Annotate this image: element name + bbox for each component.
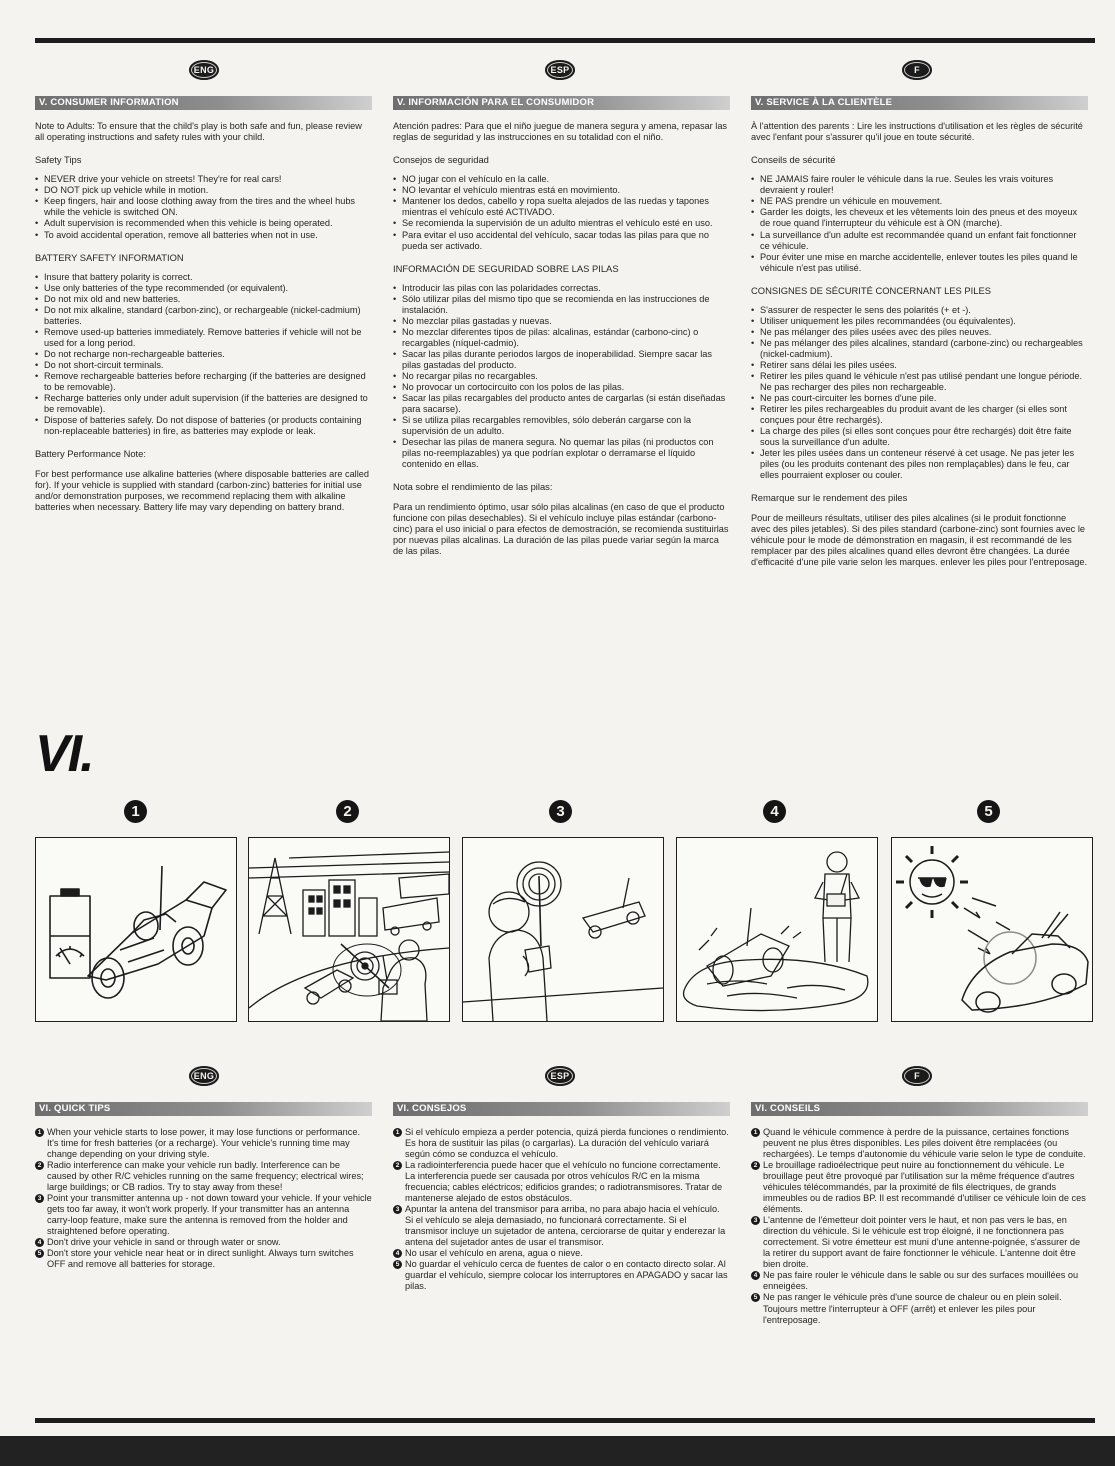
tips-list — [751, 1127, 1088, 1326]
list-item: • Retirer les piles rechargeables du produit avant de les charger (si elles sont conçues pour être rechargés). — [751, 404, 1088, 426]
list-item — [751, 1215, 1088, 1270]
performance-title: Nota sobre el rendimiento de las pilas: — [393, 481, 553, 493]
list-item — [393, 1160, 730, 1204]
list-item: • Mantener los dedos, cabello y ropa suelta alejados de las ruedas y tapones mientras el vehículo esté ACTIVADO. — [393, 196, 730, 218]
tip-text: Ne pas faire rouler le véhicule dans le sable ou sur des surfaces mouillées ou enneigées. — [763, 1270, 1079, 1292]
sun-heat-icon — [892, 838, 1092, 1021]
section-header: V. SERVICE À LA CLIENTÈLE — [751, 96, 1088, 110]
list-item — [35, 1248, 372, 1270]
battery-title: CONSIGNES DE SÉCURITÉ CONCERNANT LES PILES — [751, 284, 991, 296]
performance-text: Pour de meilleurs résultats, utiliser des piles alcalines (si le produit fonctionne avec des piles jetables). Si des piles standard (carbone-zinc) sont fournies avec le véhicule pour le mode de démonstration en magasin, il est recommandé de les remplacer par des piles alcalines quand elles devront être changées. La durée d'efficacité d'une pile varie selon les marques. enlever les piles pour l'entreposage. — [751, 512, 1088, 567]
list-item: • S'assurer de respecter le sens des polarités (+ et -). — [751, 305, 1088, 316]
language-badge-fr: F — [902, 1066, 932, 1086]
performance-text: For best performance use alkaline batteries (where disposable batteries are called for). If your vehicle is supplied with standard (carbon-zinc) batteries for initial use and/or demonstration purposes, we recommend replacing them with alkaline batteries when necessary. Battery life may vary depending on battery brand. — [35, 468, 369, 512]
tip-number: 2 — [393, 1161, 402, 1170]
safety-title: Consejos de seguridad — [393, 154, 489, 166]
tip-number: 4 — [35, 1238, 44, 1247]
tip-text: Le brouillage radioélectrique peut nuire au fonctionnement du véhicule. Le brouillage peut être provoqué par l'utilisation sur la même fréquence d'autres véhicules télécommandés, par la proximité de fils électriques, de grands immeubles ou de radios BP. Il est recommandé d'utiliser ce véhicule loin de ces éléments. — [763, 1160, 1086, 1215]
list-item: • Ne pas mélanger des piles usées avec des piles neuves. — [751, 327, 1088, 338]
list-item: • No recargar pilas no recargables. — [393, 371, 730, 382]
battery-list — [751, 305, 1088, 482]
list-item: • NO jugar con el vehículo en la calle. — [393, 174, 730, 185]
tip-text: Radio interference can make your vehicle run badly. Interference can be caused by other R/C vehicles running on the same frequency; electrical wires; large buildings; or CB radios. Try to stay away from these! — [47, 1160, 364, 1193]
illustration-sand-water — [676, 837, 878, 1022]
tip-text: Don't drive your vehicle in sand or through water or snow. — [47, 1237, 281, 1248]
list-item — [35, 1160, 372, 1193]
list-item: • Retirer sans délai les piles usées. — [751, 360, 1088, 371]
step-number-2: 2 — [336, 800, 359, 823]
list-item: • Remove rechargeable batteries before recharging (if the batteries are designed to be removable). — [35, 371, 372, 393]
list-item — [393, 1204, 730, 1248]
illustration-antenna — [462, 837, 664, 1022]
list-item: • La surveillance d'un adulte est recommandée quand un enfant fait fonctionner ce véhicule. — [751, 230, 1088, 252]
tip-text: Apuntar la antena del transmisor para arriba, no para abajo hacia el vehículo. Si el vehículo se aleja demasiado, no funcionará correctamente. Si el transmisor incluye un sujetador de antena, cerciorarse de quitar y enderezar la antena del sujetador antes de usar el transmisor. — [405, 1204, 726, 1248]
intro-text: Note to Adults: To ensure that the child's play is both safe and fun, please review all operating instructions and safety rules with your child. — [35, 121, 362, 143]
list-item: • Sacar las pilas durante periodos largos de inoperabilidad. Siempre sacar las pilas gastadas del producto. — [393, 349, 730, 371]
list-item: • Si se utiliza pilas recargables removibles, sólo deberán cargarse con la supervisión de un adulto. — [393, 415, 730, 437]
consumer-info-eng — [35, 96, 372, 513]
language-badge-fr: F — [902, 60, 932, 80]
list-item: • Use only batteries of the type recommended (or equivalent). — [35, 283, 372, 294]
list-item: • Introducir las pilas con las polaridades correctas. — [393, 283, 730, 294]
safety-title: Safety Tips — [35, 154, 82, 166]
list-item — [393, 1248, 730, 1259]
list-item: • Ne pas court-circuiter les bornes d'une pile. — [751, 393, 1088, 404]
tip-number: 1 — [393, 1128, 402, 1137]
list-item: • Do not mix alkaline, standard (carbon-zinc), or rechargeable (nickel-cadmium) batteries. — [35, 305, 372, 327]
battery-list — [393, 283, 730, 471]
tip-number: 2 — [35, 1161, 44, 1170]
list-item: • Remove used-up batteries immediately. Remove batteries if vehicle will not be used for a long period. — [35, 327, 372, 349]
bottom-band — [0, 1436, 1115, 1466]
section-header: V. CONSUMER INFORMATION — [35, 96, 372, 110]
city-interference-icon — [249, 838, 449, 1021]
tip-text: No guardar el vehículo cerca de fuentes de calor o en contacto directo solar. Al guardar el vehículo, siempre colocar los interruptores en APAGADO y sacar las pilas. — [405, 1259, 728, 1292]
list-item: • La charge des piles (si elles sont conçues pour être rechargés) doit être faite sous la surveillance d'un adulte. — [751, 426, 1088, 448]
tip-number: 4 — [393, 1249, 402, 1258]
tip-text: Ne pas ranger le véhicule près d'une source de chaleur ou en plein soleil. Toujours mettre l'interrupteur à OFF (arrêt) et enlever les piles pour l'entreposage. — [763, 1292, 1062, 1325]
top-rule — [35, 38, 1095, 43]
quick-tips-eng — [35, 1102, 372, 1270]
illustration-low-battery — [35, 837, 237, 1022]
section-header: VI. QUICK TIPS — [35, 1102, 372, 1116]
performance-title: Battery Performance Note: — [35, 448, 146, 460]
tip-number: 3 — [751, 1216, 760, 1225]
antenna-up-icon — [463, 838, 663, 1021]
list-item: • Insure that battery polarity is correct. — [35, 272, 372, 283]
list-item: • No mezclar pilas gastadas y nuevas. — [393, 316, 730, 327]
list-item: • NE PAS prendre un véhicule en mouvement. — [751, 196, 1088, 207]
bottom-rule — [35, 1418, 1095, 1423]
list-item: • DO NOT pick up vehicle while in motion. — [35, 185, 372, 196]
list-item: • Adult supervision is recommended when this vehicle is being operated. — [35, 218, 372, 229]
list-item: • No provocar un cortocircuito con los polos de las pilas. — [393, 382, 730, 393]
tip-text: La radiointerferencia puede hacer que el vehículo no funcione correctamente. La interferencia puede ser causada por otros vehículos R/C en la misma frecuencia; cables eléctricos; edificios grandes; o radiotransmisores. Tratar de mantenerse alejado de estos obstáculos. — [405, 1160, 723, 1204]
section-header: VI. CONSEJOS — [393, 1102, 730, 1116]
language-badge-eng: ENG — [189, 60, 219, 80]
list-item: • Ne pas mélanger des piles alcalines, standard (carbone-zinc) ou rechargeables (nickel-cadmium). — [751, 338, 1088, 360]
performance-text: Para un rendimiento óptimo, usar sólo pilas alcalinas (en caso de que el producto funcione con pilas desechables). Si el vehículo incluye pilas estándar (carbono-cinc) para el uso inicial o para efectos de demostración, se recomienda sustituirlas por nuevas pilas alcalinas. La duración de las pilas puede variar según la marca de las pilas. — [393, 501, 729, 556]
low-battery-car-icon — [36, 838, 236, 1021]
tip-number: 1 — [35, 1128, 44, 1137]
list-item: • Utiliser uniquement les piles recommandées (ou équivalentes). — [751, 316, 1088, 327]
list-item: • Desechar las pilas de manera segura. No quemar las pilas (ni productos con pilas no-reemplazables) ya que podrían explotar o derramarse el líquido contenido en ellas. — [393, 437, 730, 470]
step-number-5: 5 — [977, 800, 1000, 823]
list-item: • Keep fingers, hair and loose clothing away from the tires and the wheel hubs while the vehicle is switched ON. — [35, 196, 372, 218]
tip-text: Si el vehículo empieza a perder potencia, quizá pierda funciones o rendimiento. Es hora de sustituir las pilas (o cargarlas). La duración del vehículo variará según cómo se conduzca el vehículo. — [405, 1127, 729, 1160]
section-header: V. INFORMACIÓN PARA EL CONSUMIDOR — [393, 96, 730, 110]
step-number-4: 4 — [763, 800, 786, 823]
list-item: • Recharge batteries only under adult supervision (if the batteries are designed to be removable). — [35, 393, 372, 415]
list-item: • NE JAMAIS faire rouler le véhicule dans la rue. Seules les vrais voitures devraient y rouler! — [751, 174, 1088, 196]
list-item: • NO levantar el vehículo mientras está en movimiento. — [393, 185, 730, 196]
tips-list — [393, 1127, 730, 1292]
list-item: • Do not mix old and new batteries. — [35, 294, 372, 305]
language-badge-esp: ESP — [545, 60, 575, 80]
list-item: • Jeter les piles usées dans un conteneur réservé à cet usage. Ne pas jeter les piles (ou les produits contenant des piles non remplaçables) dans le feu, car elles pourraient exploser ou couler. — [751, 448, 1088, 481]
tip-number: 5 — [751, 1293, 760, 1302]
tips-list — [35, 1127, 372, 1270]
tip-number: 2 — [751, 1161, 760, 1170]
list-item: • Para evitar el uso accidental del vehículo, sacar todas las pilas para que no pueda ser activado. — [393, 230, 730, 252]
tip-text: L'antenne de l'émetteur doit pointer vers le haut, et non pas vers le bas, en direction du véhicule. Si le véhicule est trop éloigné, il ne fonctionnera pas correctement. Si votre émetteur est muni d'une antenne-poignée, s'assurer de la retirer du support avant de faire fonctionner le véhicule. L'antenne doit être bien droite. — [763, 1215, 1081, 1270]
list-item: • No mezclar diferentes tipos de pilas: alcalinas, estándar (carbono-cinc) o recargables (níquel-cadmio). — [393, 327, 730, 349]
section-title: VI. — [35, 725, 93, 783]
intro-text: À l'attention des parents : Lire les instructions d'utilisation et les règles de sécurité avec l'enfant pour s'assurer qu'il joue en toute sécurité. — [751, 121, 1083, 143]
list-item: • Garder les doigts, les cheveux et les vêtements loin des pneus et des moyeux de roue quand l'interrupteur du véhicule est à ON (marche). — [751, 207, 1088, 229]
list-item: • To avoid accidental operation, remove all batteries when not in use. — [35, 230, 372, 241]
list-item: • Sacar las pilas recargables del producto antes de cargarlas (si están diseñadas para sacarse). — [393, 393, 730, 415]
tip-number: 5 — [393, 1260, 402, 1269]
illustration-interference — [248, 837, 450, 1022]
list-item — [751, 1292, 1088, 1325]
tip-number: 4 — [751, 1271, 760, 1280]
safety-list — [393, 174, 730, 251]
list-item — [393, 1259, 730, 1292]
battery-title: BATTERY SAFETY INFORMATION — [35, 251, 184, 263]
tip-text: No usar el vehículo en arena, agua o nieve. — [405, 1248, 583, 1259]
consumer-info-fr — [751, 96, 1088, 568]
tip-text: When your vehicle starts to lose power, it may lose functions or performance. It's time for fresh batteries (or a recharge). Your vehicle's running time may change depending on your driving style. — [47, 1127, 361, 1160]
consumer-info-esp — [393, 96, 730, 557]
battery-title: INFORMACIÓN DE SEGURIDAD SOBRE LAS PILAS — [393, 262, 619, 274]
list-item: • Do not short-circuit terminals. — [35, 360, 372, 371]
safety-title: Conseils de sécurité — [751, 154, 836, 166]
intro-text: Atención padres: Para que el niño juegue de manera segura y amena, repasar las reglas de seguridad y las instrucciones en su totalidad con el niño. — [393, 121, 728, 143]
list-item — [35, 1193, 372, 1237]
tip-number: 1 — [751, 1128, 760, 1137]
list-item — [35, 1237, 372, 1248]
list-item — [751, 1127, 1088, 1160]
safety-list — [751, 174, 1088, 273]
section-header: VI. CONSEILS — [751, 1102, 1088, 1116]
language-badge-eng: ENG — [189, 1066, 219, 1086]
tip-text: Point your transmitter antenna up - not down toward your vehicle. If your vehicle gets too far away, it won't work properly. If your transmitter has an antenna carry-loop feature, make sure the antenna is removed from the holder and straightened before operating. — [47, 1193, 372, 1237]
tip-number: 5 — [35, 1249, 44, 1258]
performance-title: Remarque sur le rendement des piles — [751, 492, 908, 504]
tip-number: 3 — [393, 1205, 402, 1214]
tip-text: Quand le véhicule commence à perdre de la puissance, certaines fonctions peuvent ne plus êtres disponibles. Les piles doivent être remplacées (ou rechargées). Le temps d'autonomie du véhicule varie selon le type de conduite. — [763, 1127, 1086, 1160]
quick-tips-fr — [751, 1102, 1088, 1326]
list-item: • NEVER drive your vehicle on streets! They're for real cars! — [35, 174, 372, 185]
tip-text: Don't store your vehicle near heat or in direct sunlight. Always turn switches OFF and remove all batteries for storage. — [47, 1248, 354, 1270]
language-badge-esp: ESP — [545, 1066, 575, 1086]
list-item — [393, 1127, 730, 1160]
list-item: • Se recomienda la supervisión de un adulto mientras el vehículo esté en uso. — [393, 218, 730, 229]
list-item — [751, 1270, 1088, 1292]
list-item: • Pour éviter une mise en marche accidentelle, enlever toutes les piles quand le véhicule n'est pas utilisé. — [751, 252, 1088, 274]
list-item: • Do not recharge non-rechargeable batteries. — [35, 349, 372, 360]
water-puddle-icon — [677, 838, 877, 1021]
list-item: • Retirer les piles quand le véhicule n'est pas utilisé pendant une longue période. Ne pas recharger des piles non rechargeable. — [751, 371, 1088, 393]
safety-list — [35, 174, 372, 240]
list-item: • Dispose of batteries safely. Do not dispose of batteries (or products containing non-replaceable batteries) in fire, as batteries may explode or leak. — [35, 415, 372, 437]
battery-list — [35, 272, 372, 437]
list-item — [751, 1160, 1088, 1215]
tip-number: 3 — [35, 1194, 44, 1203]
list-item — [35, 1127, 372, 1160]
illustration-heat — [891, 837, 1093, 1022]
step-number-1: 1 — [124, 800, 147, 823]
quick-tips-esp — [393, 1102, 730, 1292]
list-item: • Sólo utilizar pilas del mismo tipo que se recomienda en las instrucciones de instalación. — [393, 294, 730, 316]
step-number-3: 3 — [549, 800, 572, 823]
